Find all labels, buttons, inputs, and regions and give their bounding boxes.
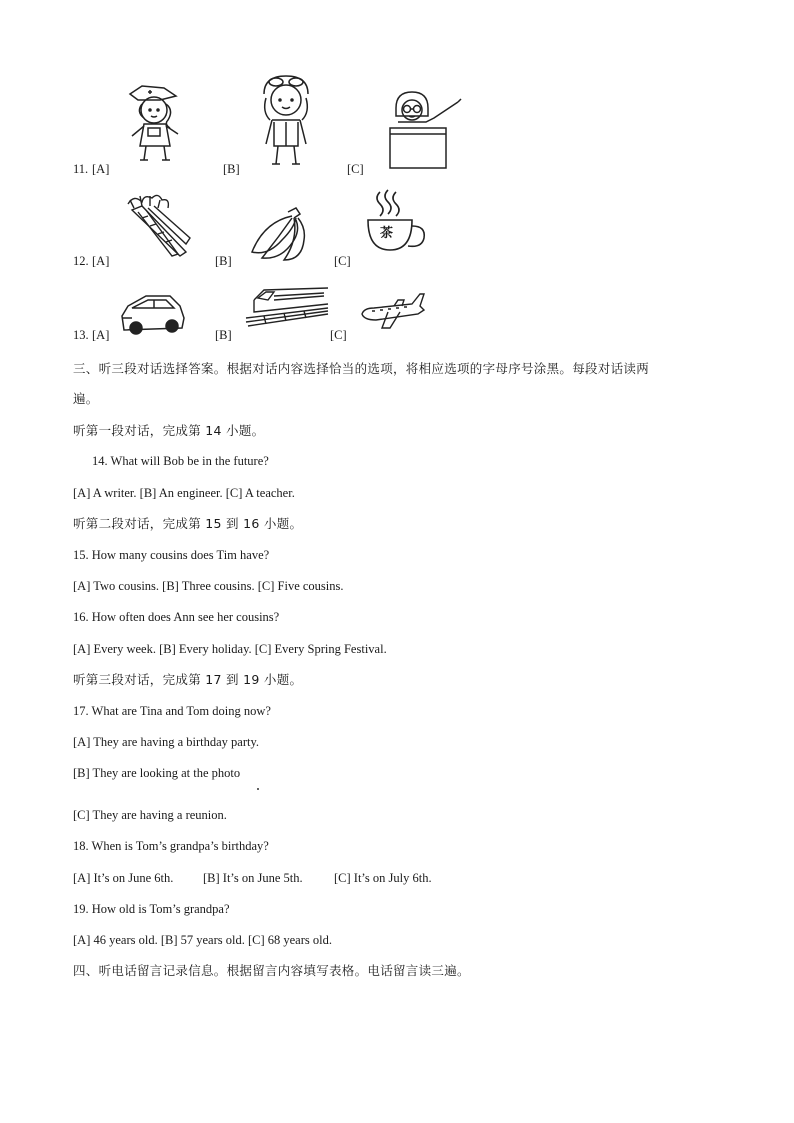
- question-17-option-a: [A] They are having a birthday party.: [73, 735, 260, 749]
- train-icon: [244, 282, 330, 332]
- question-14-options: [A] A writer. [B] An engineer. [C] A teacher.: [73, 486, 295, 500]
- question-number-11: 11.: [73, 162, 89, 176]
- question-18-option-a: [A] It’s on June 6th.: [73, 871, 174, 885]
- section3-heading: 三、听三段对话选择答案。根据对话内容选择恰当的选项，将相应选项的字母序号涂黑。每段对话读两: [73, 361, 650, 376]
- bananas-icon: [244, 206, 310, 264]
- question-16-options: [A] Every week. [B] Every holiday. [C] Every Spring Festival.: [73, 642, 387, 656]
- question-16: 16. How often does Ann see her cousins?: [73, 610, 280, 624]
- option-label-12b: [B]: [215, 254, 232, 268]
- question-14: 14. What will Bob be in the future?: [92, 454, 269, 468]
- option-label-13a: [A]: [92, 328, 110, 342]
- question-19-options: [A] 46 years old. [B] 57 years old. [C] 68 years old.: [73, 933, 332, 947]
- question-19: 19. How old is Tom’s grandpa?: [73, 902, 230, 916]
- dialogue-1-intro: 听第一段对话，完成第 14 小题。: [73, 423, 265, 438]
- tea-cup-label: 茶: [380, 226, 394, 241]
- question-18: 18. When is Tom’s grandpa’s birthday?: [73, 839, 269, 853]
- question-number-12: 12.: [73, 254, 89, 268]
- tea-cup-icon: [364, 188, 430, 258]
- section3-heading-continued: 遍。: [73, 391, 99, 406]
- option-label-11c: [C]: [347, 162, 364, 176]
- teacher-icon: [382, 88, 466, 172]
- question-18-option-c: [C] It’s on July 6th.: [334, 871, 432, 885]
- section4-heading: 四、听电话留言记录信息。根据留言内容填写表格。电话留言读三遍。: [73, 963, 470, 978]
- question-18-option-b: [B] It’s on June 5th.: [203, 871, 303, 885]
- dialogue-3-intro: 听第三段对话，完成第 17 到 19 小题。: [73, 672, 303, 687]
- car-icon: [118, 288, 188, 338]
- option-label-13c: [C]: [330, 328, 347, 342]
- pilot-icon: [252, 72, 322, 170]
- option-label-12a: [A]: [92, 254, 110, 268]
- option-label-11b: [B]: [223, 162, 240, 176]
- question-17: 17. What are Tina and Tom doing now?: [73, 704, 271, 718]
- option-label-12c: [C]: [334, 254, 351, 268]
- question-17-option-b: [B] They are looking at the photo: [73, 766, 241, 780]
- question-15-options: [A] Two cousins. [B] Three cousins. [C] Five cousins.: [73, 579, 344, 593]
- stray-dot: [257, 788, 259, 790]
- option-label-13b: [B]: [215, 328, 232, 342]
- question-17-option-c: [C] They are having a reunion.: [73, 808, 227, 822]
- nurse-icon: [120, 80, 200, 170]
- airplane-icon: [358, 290, 428, 334]
- question-number-13: 13.: [73, 328, 89, 342]
- dialogue-2-intro: 听第二段对话，完成第 15 到 16 小题。: [73, 516, 303, 531]
- option-label-11a: [A]: [92, 162, 110, 176]
- question-15: 15. How many cousins does Tim have?: [73, 548, 270, 562]
- carrots-icon: [120, 190, 192, 262]
